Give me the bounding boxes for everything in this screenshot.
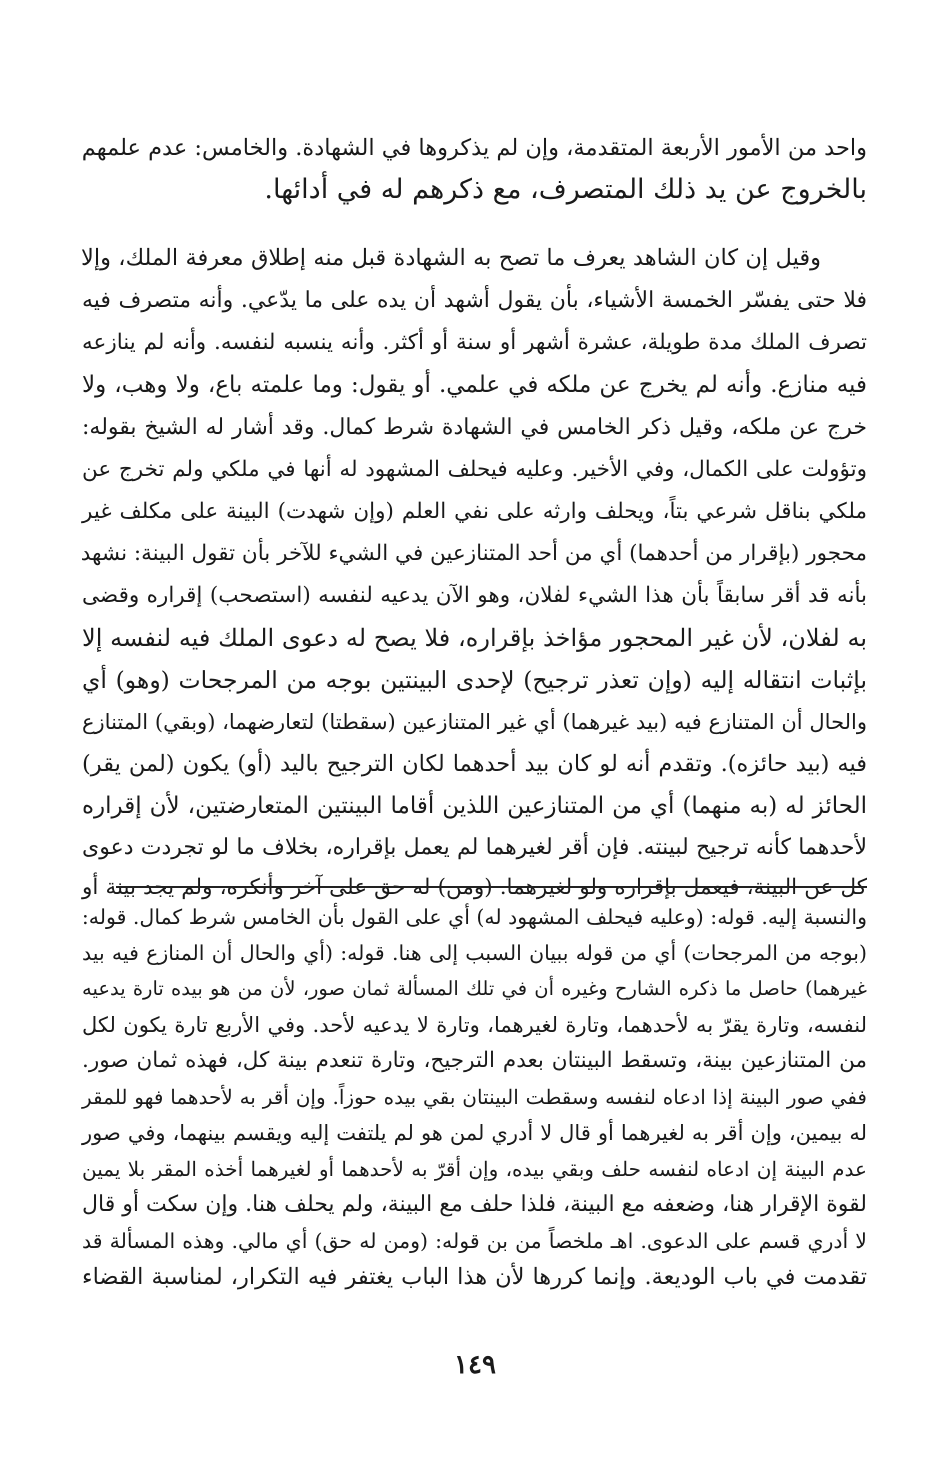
footnote-line: والنسبة إليه. قوله: (وعليه فيحلف المشهود له) أي على القول بأن الخامس شرط كمال. قوله: — [81, 905, 867, 929]
footnote-line: عدم البينة إن ادعاه لنفسه حلف وبقي بيده، وإن أقرّ به لأحدهما أو لغيرهما أخذه المقر بلا يمين — [82, 1157, 867, 1181]
main-text-line: فيه منازع. وأنه لم يخرج عن ملكه في علمي. أو يقول: وما علمته باع، ولا وهب، ولا — [82, 372, 867, 398]
main-text-line: والحال أن المتنازع فيه (بيد غيرهما) أي غير المتنازعين (سقطتا) لتعارضهما، (وبقي) المتنازع — [82, 710, 867, 734]
footnote-line: له بيمين، وإن أقر به لغيرهما أو قال لا أدري لمن هو لم يلتفت إليه ويقسم بينهما، وفي صور — [82, 1121, 867, 1145]
footnote-line: تقدمت في باب الوديعة. وإنما كررها لأن هذا الباب يغتفر فيه التكرار، لمناسبة القضاء — [82, 1264, 867, 1290]
footnote-line: لنفسه، وتارة يقرّ به لأحدهما، وتارة لغيرهما، وتارة لا يدعيه لأحد. وفي الأربع تارة يكون لكل — [82, 1013, 867, 1037]
main-text-line: خرج عن ملكه، وقيل ذكر الخامس في الشهادة شرط كمال. وقد أشار له الشيخ بقوله: — [82, 415, 867, 440]
page-number: ١٤٩ — [454, 1350, 496, 1380]
main-text-line: به لفلان، لأن غير المحجور مؤاخذ بإقراره، فلا يصح له دعوى الملك فيه لنفسه إلا — [82, 624, 867, 652]
main-text-line: ملكي بناقل شرعي بتاً، ويحلف وارثه على نفي العلم (وإن شهدت) البينة على مكلف غير — [82, 499, 867, 524]
main-text-line: فلا حتى يفسّر الخمسة الأشياء، بأن يقول أشهد أن يده على ما يدّعي. وأنه متصرف فيه — [82, 288, 867, 313]
main-text-line: وقيل إن كان الشاهد يعرف ما تصح به الشهادة قبل منه إطلاق معرفة الملك، وإلا — [81, 245, 821, 271]
footnote-separator — [116, 886, 867, 888]
main-text-line: محجور (بإقرار من أحدهما) أي من أحد المتنازعين في الشيء للآخر بأن تقول البينة: نشهد — [80, 541, 867, 566]
footnote-line: لقوة الإقرار هنا، وضعفه مع البينة، فلذا حلف مع البينة، ولم يحلف هنا. وإن سكت أو قال — [82, 1192, 867, 1217]
main-text-line: فيه (بيد حائزه). وتقدم أنه لو كان بيد أحدهما لكان الترجيح باليد (أو) يكون (لمن يقر) — [82, 751, 867, 777]
main-text-line: بالخروج عن يد ذلك المتصرف، مع ذكرهم له في أدائها. — [264, 174, 867, 205]
main-text-line: واحد من الأمور الأربعة المتقدمة، وإن لم يذكروها في الشهادة. والخامس: عدم علمهم — [81, 135, 867, 161]
main-text-line: وتؤولت على الكمال، وفي الأخير. وعليه فيحلف المشهود له أنها في ملكي ولم تخرج عن — [82, 457, 867, 482]
footnote-line: (بوجه من المرجحات) أي من قوله ببيان السبب إلى هنا. قوله: (أي والحال أن المنازع فيه بيد — [82, 941, 867, 965]
footnote-line: من المتنازعين بينة، وتسقط البينتان بعدم الترجيح، وتارة تنعدم بينة كل، فهذه ثمان صور. — [82, 1048, 867, 1073]
main-text-line: لأحدهما كأنه ترجيح لبينته. فإن أقر لغيرهما لم يعمل بإقراره، بخلاف ما لو تجردت دعوى — [82, 835, 867, 860]
footnote-line: غيرهما) حاصل ما ذكره الشارح وغيره أن في تلك المسألة ثمان صور، لأن من هو بيده تارة يدعيه — [82, 977, 867, 1000]
footnote-line: ففي صور البينة إذا ادعاه لنفسه وسقطت البينتان بقي بيده حوزاً. وإن أقر به لأحدهما فهو للمقر — [82, 1085, 867, 1109]
main-text-line: بإثبات انتقاله إليه (وإن تعذر ترجيح) لإحدى البينتين بوجه من المرجحات (وهو) أي — [82, 666, 867, 694]
main-text-line: تصرف الملك مدة طويلة، عشرة أشهر أو سنة أو أكثر. وأنه ينسبه لنفسه. وأنه لم ينازعه — [82, 330, 867, 355]
main-text-line: الحائز له (به منهما) أي من المتنازعين اللذين أقاما البينتين المتعارضتين، لأن إقراره — [82, 793, 867, 819]
footnote-line: لا أدري قسم على الدعوى. اهـ ملخصاً من بن قوله: (ومن له حق) أي مالي. وهذه المسألة قد — [82, 1229, 867, 1253]
main-text-line: بأنه قد أقر سابقاً بأن هذا الشيء لفلان، وهو الآن يدعيه لنفسه (استصحب) إقراره وقضى — [82, 583, 867, 608]
main-text-line: كل عن البينة، فيعمل بإقراره ولو لغيرهما. (ومن) له حق على آخر وأنكره، ولم يجد بينة أو — [82, 875, 867, 900]
